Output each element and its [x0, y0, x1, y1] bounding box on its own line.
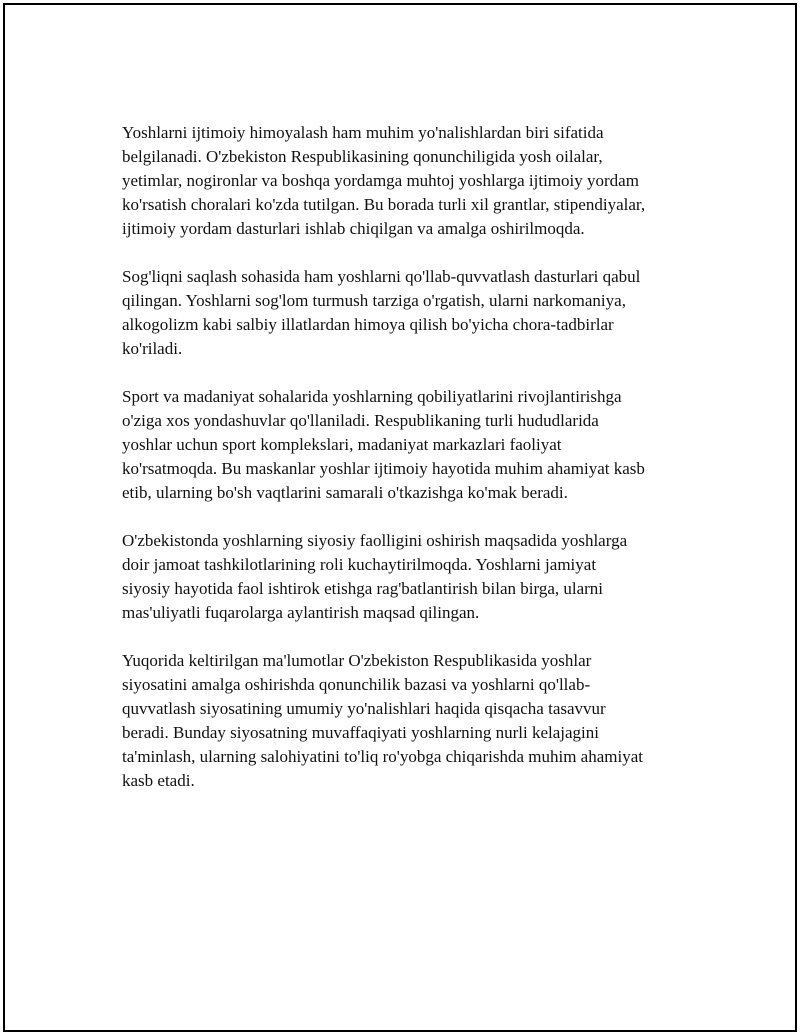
text-line: quvvatlash siyosatining umumiy yo'nalishlari haqida qisqacha tasavvur — [122, 699, 606, 718]
text-line: kasb etadi. — [122, 771, 195, 790]
text-line: siyosatini amalga oshirishda qonunchilik bazasi va yoshlarni qo'llab- — [122, 675, 591, 694]
text-line: O'zbekistonda yoshlarning siyosiy faolligini oshirish maqsadida yoshlarga — [122, 531, 628, 550]
document-body — [122, 121, 692, 817]
paragraph-social-protection — [122, 121, 692, 241]
text-line: beradi. Bunday siyosatning muvaffaqiyati yoshlarning nurli kelajagini — [122, 723, 600, 742]
paragraph-political-activity — [122, 529, 692, 625]
text-line: siyosiy hayotida faol ishtirok etishga rag'batlantirish bilan birga, ularni — [122, 579, 604, 598]
text-line: Sport va madaniyat sohalarida yoshlarning qobiliyatlarini rivojlantirishga — [122, 387, 622, 406]
paragraph-sport-culture — [122, 385, 692, 505]
text-line: ko'riladi. — [122, 339, 183, 358]
text-line: mas'uliyatli fuqarolarga aylantirish maqsad qilingan. — [122, 603, 480, 622]
text-line: yetimlar, nogironlar va boshqa yordamga muhtoj yoshlarga ijtimoiy yordam — [122, 171, 639, 190]
text-line: alkogolizm kabi salbiy illatlardan himoya qilish bo'yicha chora-tadbirlar — [122, 315, 614, 334]
text-line: o'ziga xos yondashuvlar qo'llaniladi. Respublikaning turli hududlarida — [122, 411, 599, 430]
text-line: Yoshlarni ijtimoiy himoyalash ham muhim yo'nalishlardan biri sifatida — [122, 123, 604, 142]
text-line: ijtimoiy yordam dasturlari ishlab chiqilgan va amalga oshirilmoqda. — [122, 219, 585, 238]
paragraph-health — [122, 265, 692, 361]
text-line: qilingan. Yoshlarni sog'lom turmush tarziga o'rgatish, ularni narkomaniya, — [122, 291, 626, 310]
text-line: Sog'liqni saqlash sohasida ham yoshlarni qo'llab-quvvatlash dasturlari qabul — [122, 267, 641, 286]
text-line: ko'rsatish choralari ko'zda tutilgan. Bu borada turli xil grantlar, stipendiyalar, — [122, 195, 646, 214]
text-line: ko'rsatmoqda. Bu maskanlar yoshlar ijtimoiy hayotida muhim ahamiyat kasb — [122, 459, 645, 478]
text-line: Yuqorida keltirilgan ma'lumotlar O'zbekiston Respublikasida yoshlar — [122, 651, 592, 670]
page-frame — [3, 3, 797, 1032]
paragraph-conclusion — [122, 649, 692, 793]
text-line: doir jamoat tashkilotlarining roli kuchaytirilmoqda. Yoshlarni jamiyat — [122, 555, 597, 574]
text-line: belgilanadi. O'zbekiston Respublikasining qonunchiligida yosh oilalar, — [122, 147, 603, 166]
text-line: yoshlar uchun sport komplekslari, madaniyat markazlari faoliyat — [122, 435, 562, 454]
text-line: etib, ularning bo'sh vaqtlarini samarali o'tkazishga ko'mak beradi. — [122, 483, 568, 502]
text-line: ta'minlash, ularning salohiyatini to'liq ro'yobga chiqarishda muhim ahamiyat — [122, 747, 643, 766]
